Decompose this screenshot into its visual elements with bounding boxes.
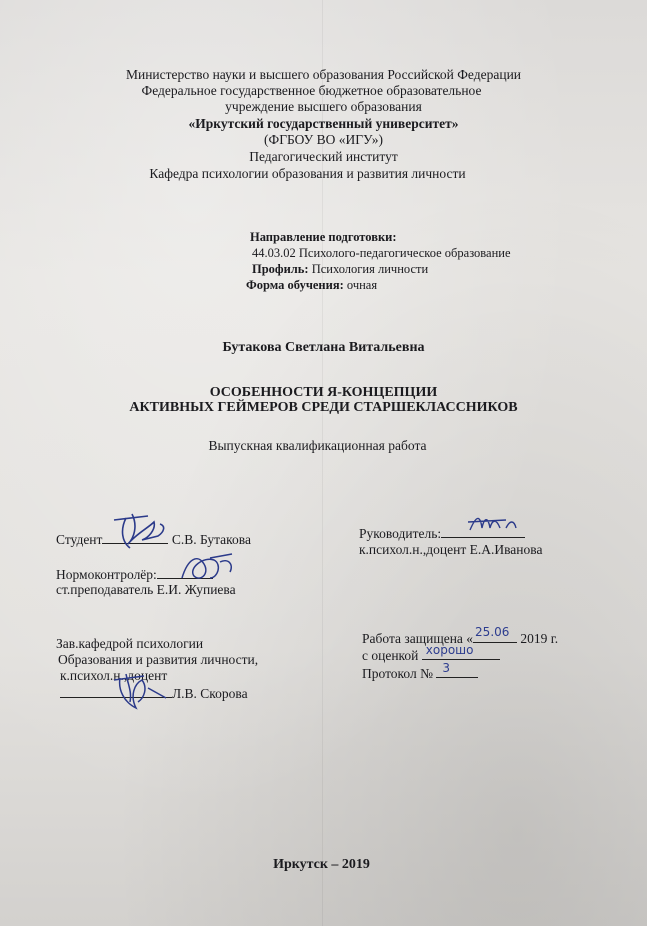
direction-label: Направление подготовки: bbox=[250, 230, 397, 244]
author-name: Бутакова Светлана Витальевна bbox=[222, 340, 425, 355]
thesis-title-line1: ОСОБЕННОСТИ Я-КОНЦЕПЦИИ bbox=[209, 385, 438, 400]
header-department: Кафедра психологии образования и развития личности bbox=[149, 166, 466, 181]
head-line1: Зав.кафедрой психологии bbox=[56, 636, 204, 651]
defense-date-handwritten: 25.06 bbox=[475, 625, 510, 639]
normcontrol-line: Нормоконтролёр: bbox=[56, 566, 213, 583]
direction-value: 44.03.02 Психолого-педагогическое образование bbox=[252, 246, 511, 260]
header-education-level: учреждение высшего образования bbox=[225, 99, 422, 114]
head-line3: к.психол.н.,доцент bbox=[60, 668, 168, 683]
study-form-line: Форма обучения: очная bbox=[246, 278, 378, 292]
head-sign-line: Л.В. Скорова bbox=[60, 685, 248, 702]
head-line2: Образования и развития личности, bbox=[58, 652, 259, 667]
header-institution-type: Федеральное государственное бюджетное образовательное bbox=[141, 83, 482, 98]
defense-grade-line: с оценкой хорошо bbox=[362, 645, 500, 664]
supervisor-signature bbox=[466, 510, 536, 538]
header-university: «Иркутский государственный университет» bbox=[188, 116, 459, 131]
city-year: Иркутск – 2019 bbox=[273, 857, 370, 872]
thesis-title-line2: АКТИВНЫХ ГЕЙМЕРОВ СРЕДИ СТАРШЕКЛАССНИКОВ bbox=[129, 400, 518, 415]
header-university-abbr: (ФГБОУ ВО «ИГУ») bbox=[264, 132, 383, 147]
defense-date-line: Работа защищена « 25.06 2019 г. bbox=[362, 625, 559, 646]
header-ministry: Министерство науки и высшего образования Российской Федерации bbox=[125, 67, 522, 82]
supervisor-line: Руководитель: bbox=[359, 525, 525, 542]
normcontrol-info: ст.преподаватель Е.И. Жупиева bbox=[56, 582, 236, 597]
defense-protocol-handwritten: 3 bbox=[442, 661, 450, 675]
student-signature bbox=[108, 508, 178, 554]
defense-protocol-line: Протокол № 3 bbox=[362, 663, 478, 682]
defense-grade-handwritten: хорошо bbox=[425, 643, 474, 657]
profile-line: Профиль: Психология личности bbox=[252, 262, 429, 276]
student-line: Студент С.В. Бутакова bbox=[56, 532, 251, 547]
header-institute: Педагогический институт bbox=[249, 149, 398, 164]
work-type: Выпускная квалификационная работа bbox=[208, 438, 427, 453]
head-signature bbox=[108, 668, 178, 718]
supervisor-info: к.психол.н.,доцент Е.А.Иванова bbox=[359, 542, 543, 557]
